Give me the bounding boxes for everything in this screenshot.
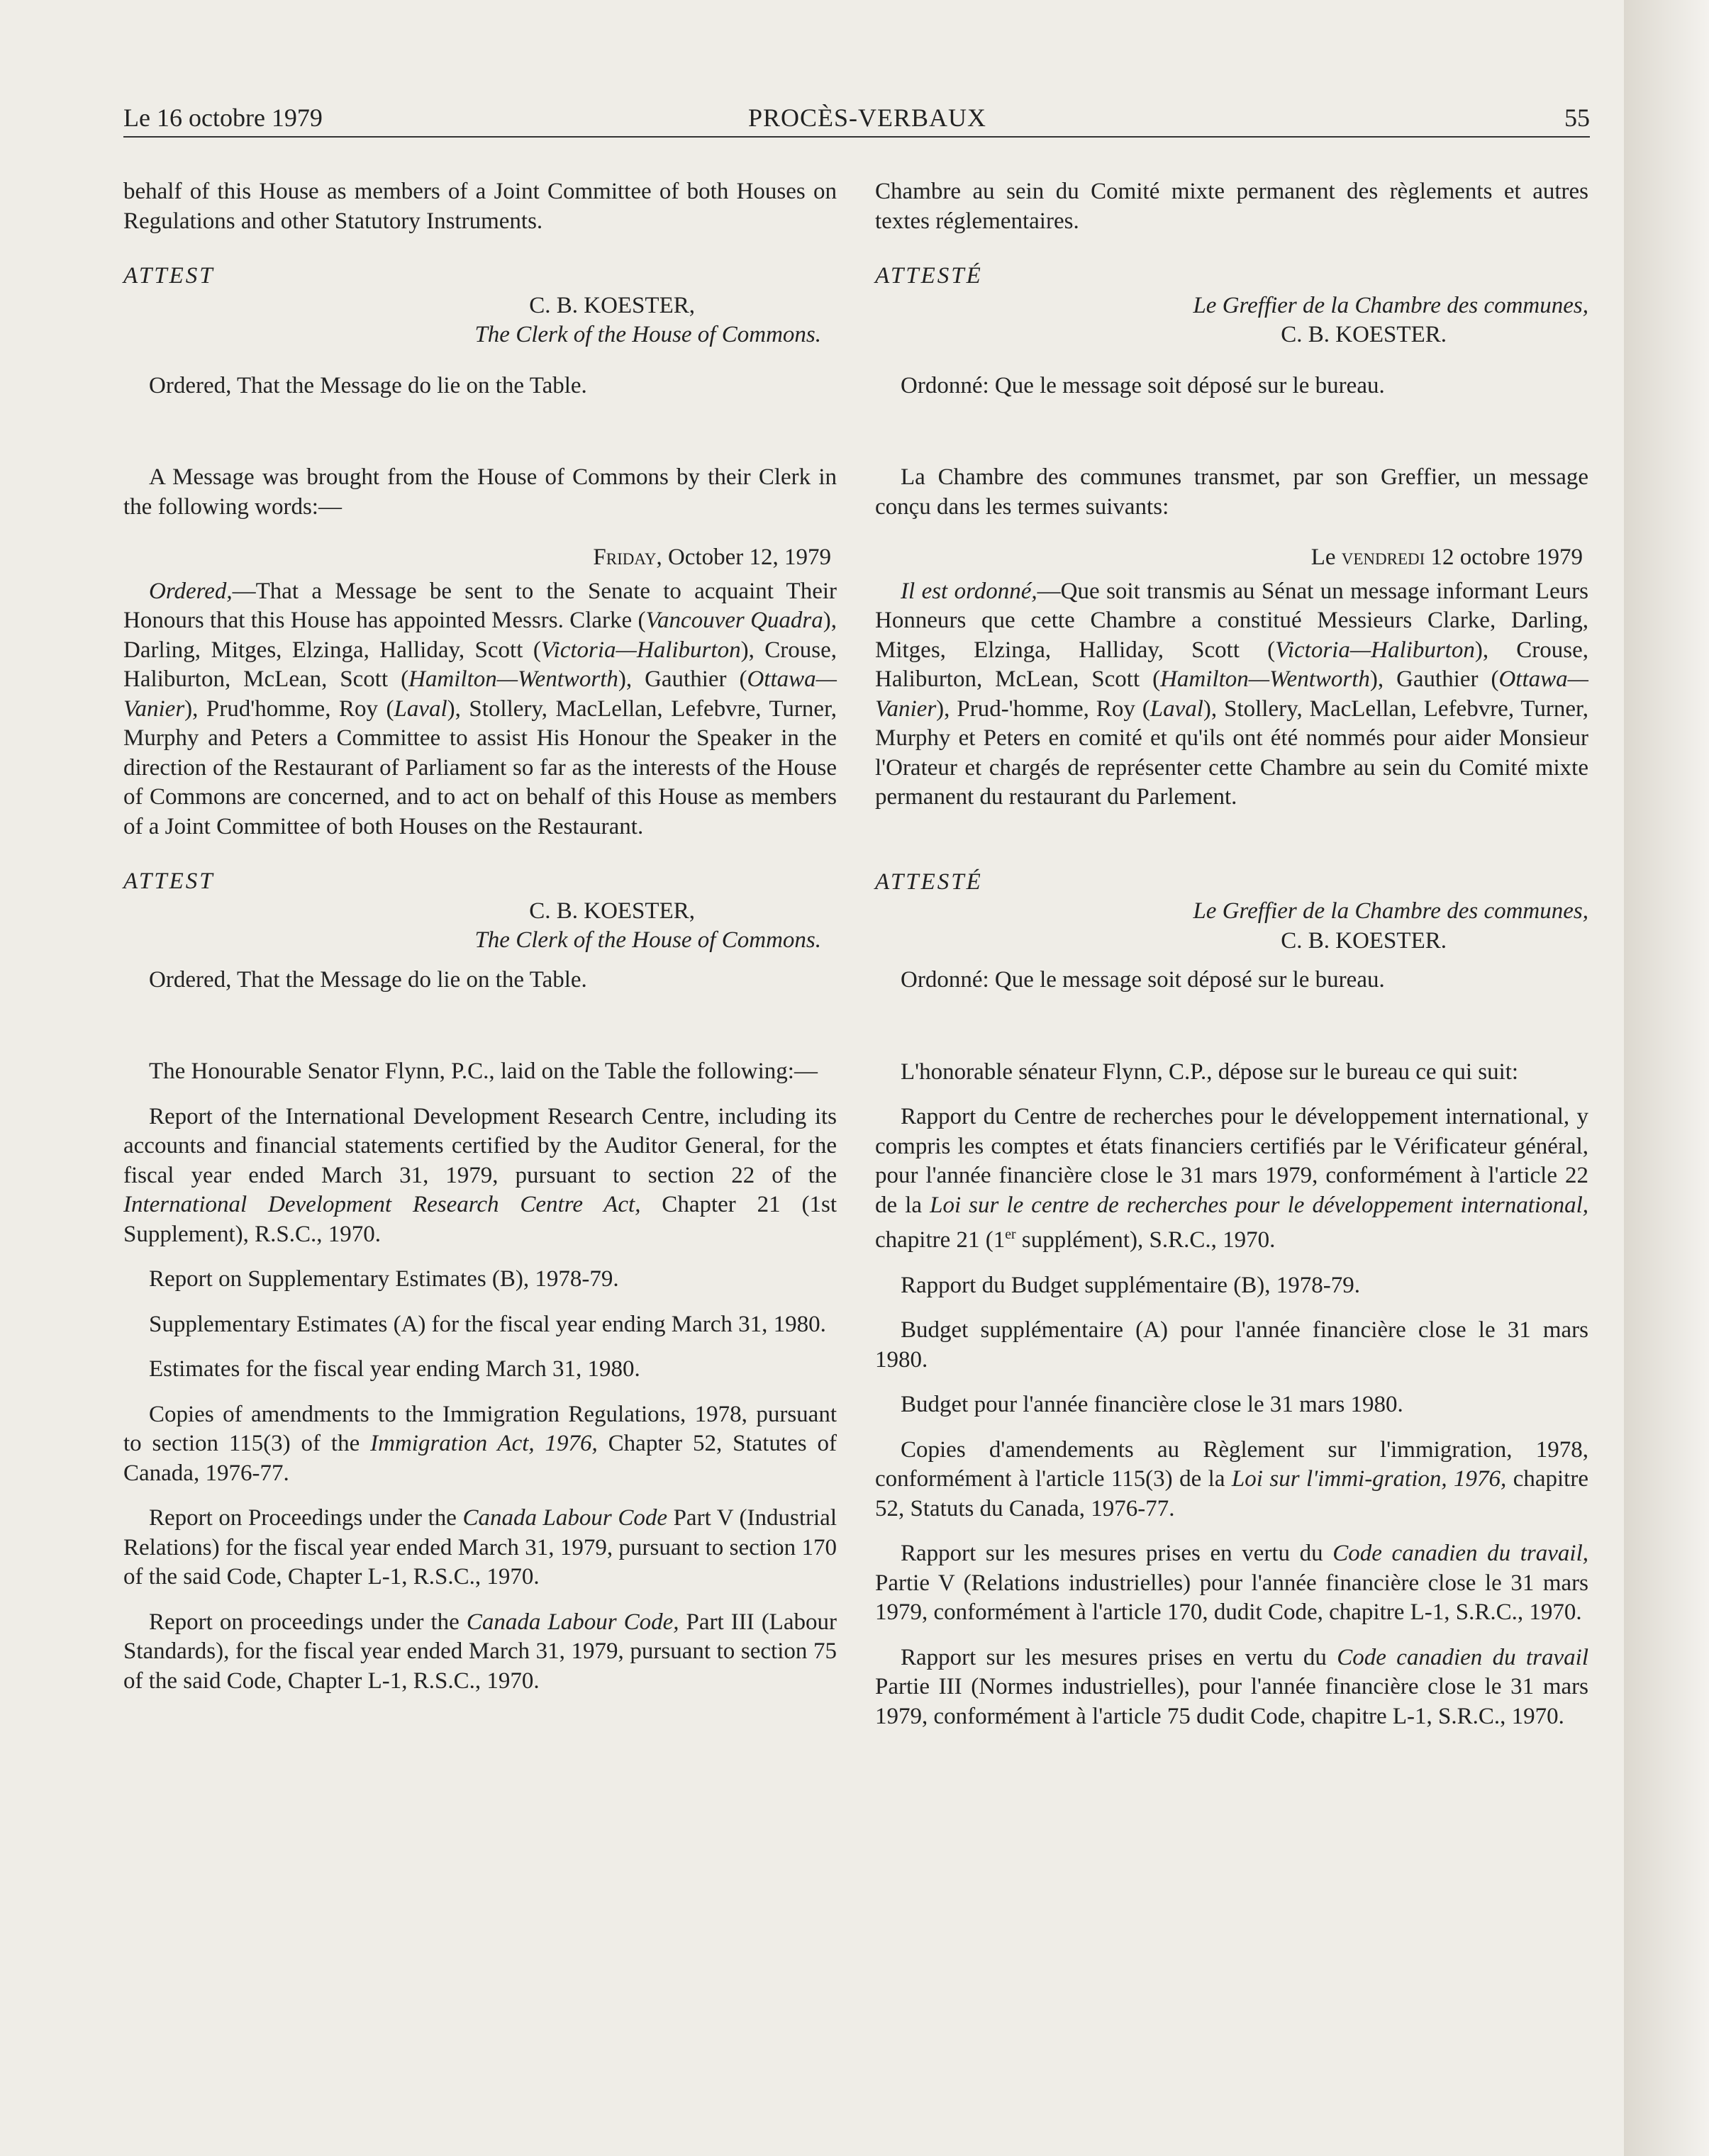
message-text-2: ), Darling, Mitges, Elzinga, Halliday, Scott ( xyxy=(123,608,837,663)
message-text-2: ), Crouse, Haliburton, McLean, Scott ( xyxy=(875,637,1588,692)
report-text: Chapter 21 (1st Supplement), R.S.C., 1970. xyxy=(123,1192,837,1247)
report-item: Budget pour l'année financière close le 31 mars 1980. xyxy=(901,1392,1403,1417)
message-date xyxy=(875,543,1588,573)
message-text-3: ), Crouse, Haliburton, McLean, Scott ( xyxy=(123,637,837,692)
clerk-title: Le Greffier de la Chambre des communes, xyxy=(1193,292,1588,318)
act-title: Loi sur le centre de recherches pour le développement international, xyxy=(930,1192,1588,1218)
continued-paragraph: behalf of this House as members of a Joint Committee of both Houses on Regulations and other Statutory Instruments. xyxy=(123,179,837,234)
ordered-paragraph: Ordered, That the Message do lie on the Table. xyxy=(149,966,587,993)
act-title: Code canadien du travail xyxy=(1337,1644,1588,1670)
report-item xyxy=(123,1400,837,1489)
attest-label: ATTESTÉ xyxy=(875,263,983,289)
report-text: Partie III (Normes industrielles), pour l'année financière close le 31 mars 1979, conformément à l'article 75 dudit Code, chapitre L-1, S.R.C., 1970. xyxy=(875,1674,1588,1729)
report-item: Report on Supplementary Estimates (B), 1978-79. xyxy=(149,1266,619,1292)
flynn-paragraph: The Honourable Senator Flynn, P.C., laid on the Table the following:— xyxy=(149,1059,818,1084)
report-text: chapitre 21 (1 xyxy=(875,1227,1006,1253)
report-item xyxy=(123,1608,837,1697)
riding-ottawa-vanier: Ottawa—Vanier xyxy=(123,666,837,722)
running-head xyxy=(123,104,1590,138)
act-title: Loi sur l'immi-gration, 1976, xyxy=(1231,1466,1507,1492)
message-date-rest: 12 octobre 1979 xyxy=(1425,544,1583,570)
report-text: Partie V (Relations industrielles) pour l'année financière close le 31 mars 1979, conformément à l'article 170, dudit Code, chapitre L-1, S.R.C., 1970. xyxy=(875,1570,1588,1625)
message-date-day: Friday xyxy=(593,544,657,570)
ordered-paragraph: Ordonné: Que le message soit déposé sur le bureau. xyxy=(901,372,1385,398)
riding-victoria-haliburton: Victoria—Haliburton xyxy=(1275,637,1475,663)
riding-hamilton-wentworth: Hamilton—Wentworth xyxy=(1160,666,1370,692)
clerk-title: The Clerk of the House of Commons. xyxy=(474,322,821,347)
riding-vancouver-quadra: Vancouver Quadra xyxy=(645,608,823,633)
message-text-4: ), Gauthier ( xyxy=(618,666,747,692)
riding-laval: Laval xyxy=(394,696,447,722)
act-title: Immigration Act, 1976, xyxy=(370,1431,598,1456)
page-number: 55 xyxy=(1564,104,1590,132)
ordered-paragraph: Ordonné: Que le message soit déposé sur le bureau. xyxy=(901,967,1385,993)
clerk-name: C. B. KOESTER. xyxy=(1281,322,1447,347)
attest-label: ATTEST xyxy=(123,868,215,894)
ordered-word: Il est ordonné, xyxy=(901,578,1037,604)
clerk-name: C. B. KOESTER. xyxy=(1281,927,1447,954)
riding-hamilton-wentworth: Hamilton—Wentworth xyxy=(408,666,618,692)
message-body xyxy=(123,577,837,842)
report-item xyxy=(875,1102,1588,1256)
act-title: Canada Labour Code xyxy=(462,1505,667,1531)
attest-label: ATTEST xyxy=(123,263,215,289)
report-item: Rapport du Budget supplémentaire (B), 1978-79. xyxy=(901,1272,1360,1298)
report-text: Copies d'amendements au Règlement sur l'immigration, 1978, conformément à l'article 115(3) de la xyxy=(875,1436,1588,1492)
riding-victoria-haliburton: Victoria—Haliburton xyxy=(540,637,741,663)
continued-paragraph: Chambre au sein du Comité mixte permanent des règlements et autres textes réglementaires. xyxy=(875,179,1588,234)
report-text: Copies of amendments to the Immigration Regulations, 1978, pursuant to section 115(3) of the xyxy=(123,1401,837,1456)
report-item: Estimates for the fiscal year ending March 31, 1980. xyxy=(149,1356,640,1382)
report-item xyxy=(123,1504,837,1592)
report-text: Part III (Labour Standards), for the fiscal year ended March 31, 1979, pursuant to section 75 of the said Code, Chapter L-1, R.S.C., 1970. xyxy=(123,1609,837,1694)
message-text-5: ), Prud'homme, Roy ( xyxy=(184,696,394,722)
message-date-le: Le xyxy=(1310,544,1342,570)
report-item xyxy=(875,1643,1588,1732)
message-intro: La Chambre des communes transmet, par son Greffier, un message conçu dans les termes suivants: xyxy=(875,464,1588,520)
report-text: supplément), S.R.C., 1970. xyxy=(1015,1227,1276,1253)
clerk-name: C. B. KOESTER, xyxy=(529,292,695,318)
attest-label: ATTESTÉ xyxy=(875,868,983,895)
message-text-4: ), Prud-'homme, Roy ( xyxy=(936,696,1150,722)
ordered-word: Ordered, xyxy=(149,578,233,604)
act-title: International Development Research Centre Act, xyxy=(123,1192,641,1217)
report-text: Report of the International Development Research Centre, including its accounts and financial statements certified by the Auditor General, for the fiscal year ended March 31, 1979, pursuant to section 22 of the xyxy=(123,1103,837,1188)
ordered-paragraph: Ordered, That the Message do lie on the Table. xyxy=(149,372,587,398)
page-edge xyxy=(1624,0,1709,2156)
message-text-6: ), Stollery, MacLellan, Lefebvre, Turner, Murphy and Peters a Committee to assist His Honour the Speaker in the direction of the Restaurant of Parliament so far as the interests of the House of Commons are concerned, and to act on behalf of this House as members of a Joint Committee of both Houses on the Restaurant. xyxy=(123,696,837,839)
report-item xyxy=(875,1539,1588,1628)
french-column xyxy=(875,177,1588,1731)
header-date: Le 16 octobre 1979 xyxy=(123,104,323,132)
message-date-rest: , October 12, 1979 xyxy=(656,544,831,570)
header-title: PROCÈS-VERBAUX xyxy=(747,104,987,132)
report-text: Part V (Industrial Relations) for the fiscal year ended March 31, 1979, pursuant to section 170 of the said Code, Chapter L-1, R.S.C., 1970. xyxy=(123,1505,837,1590)
report-item xyxy=(123,1102,837,1250)
message-intro: A Message was brought from the House of Commons by their Clerk in the following words:— xyxy=(123,464,837,520)
message-date-day: vendredi xyxy=(1341,544,1425,570)
report-text: Rapport sur les mesures prises en vertu du xyxy=(901,1644,1337,1670)
message-text-5: ), Stollery, MacLellan, Lefebvre, Turner, Murphy et Peters en comité et qu'ils ont été nommés pour aider Monsieur l'Orateur et chargés de représenter cette Chambre au sein du Comité mixte permanent du restaurant du Parlement. xyxy=(875,696,1588,810)
report-text: Rapport du Centre de recherches pour le développement international, y compris les comptes et états financiers certifiés par le Vérificateur général, pour l'année financière close le 31 mars 1979, conformément à l'article 22 de la xyxy=(875,1104,1588,1218)
report-text: chapitre 52, Statuts du Canada, 1976-77. xyxy=(875,1466,1588,1521)
message-text-1: —Que soit transmis au Sénat un message informant Leurs Honneurs que cette Chambre a constitué Messieurs Clarke, Darling, Mitges, Elzinga, Halliday, Scott ( xyxy=(875,578,1588,663)
clerk-title: Le Greffier de la Chambre des communes, xyxy=(1193,898,1588,924)
message-text-3: ), Gauthier ( xyxy=(1369,666,1499,692)
superscript: er xyxy=(1005,1227,1016,1242)
report-item: Supplementary Estimates (A) for the fiscal year ending March 31, 1980. xyxy=(149,1311,826,1337)
message-date xyxy=(123,543,837,573)
report-item: Budget supplémentaire (A) pour l'année financière close le 31 mars 1980. xyxy=(875,1317,1588,1373)
act-title: Canada Labour Code, xyxy=(466,1609,679,1635)
report-text: Rapport sur les mesures prises en vertu du xyxy=(901,1541,1333,1566)
riding-laval: Laval xyxy=(1149,696,1203,722)
flynn-paragraph: L'honorable sénateur Flynn, C.P., dépose sur le bureau ce qui suit: xyxy=(901,1059,1519,1085)
report-text: Report on proceedings under the xyxy=(149,1609,467,1635)
riding-ottawa-vanier: Ottawa—Vanier xyxy=(875,666,1588,722)
clerk-name: C. B. KOESTER, xyxy=(529,898,695,924)
message-text-1: —That a Message be sent to the Senate to acquaint Their Honours that this House has appointed Messrs. Clarke ( xyxy=(123,578,837,633)
clerk-title: The Clerk of the House of Commons. xyxy=(474,927,821,953)
report-text: Chapter 52, Statutes of Canada, 1976-77. xyxy=(123,1431,837,1486)
report-item xyxy=(875,1436,1588,1524)
message-body xyxy=(875,577,1588,812)
report-text: Report on Proceedings under the xyxy=(149,1505,463,1531)
act-title: Code canadien du travail, xyxy=(1332,1541,1588,1566)
english-column xyxy=(123,177,837,1696)
